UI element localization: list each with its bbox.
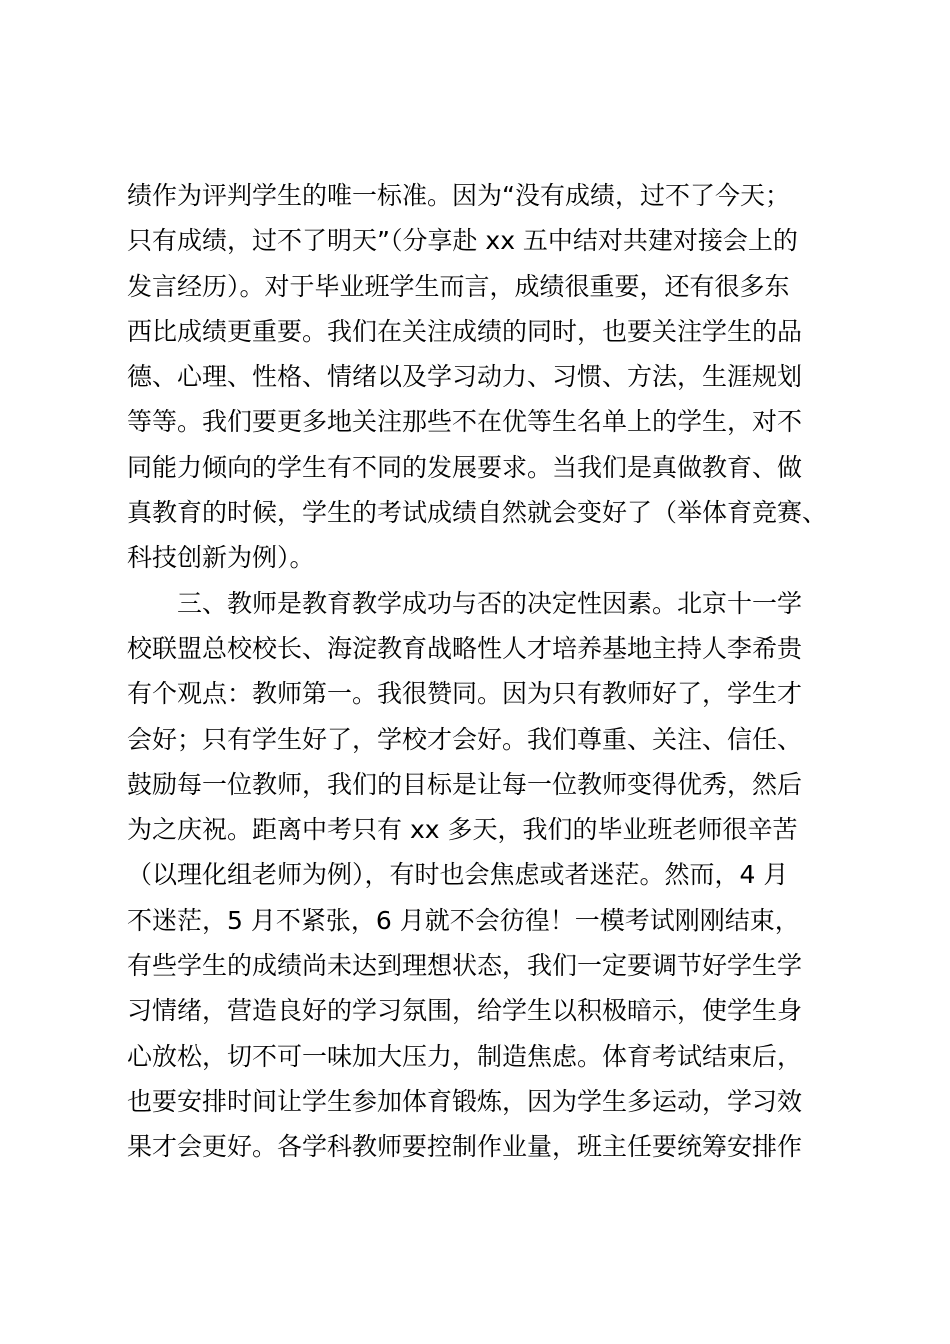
text-line: 科技创新为例）。 — [127, 543, 315, 573]
text-line: 习情绪，营造良好的学习氛围，给学生以积极暗示，使学生身 — [127, 996, 803, 1026]
section-heading-line: 三、教师是教育教学成功与否的决定性因素。北京十一学 — [177, 588, 803, 618]
text-line: 有些学生的成绩尚未达到理想状态，我们一定要调节好学生学 — [127, 951, 803, 981]
text-line: 鼓励每一位教师，我们的目标是让每一位教师变得优秀，然后 — [127, 769, 803, 799]
text-line: 也要安排时间让学生参加体育锻炼，因为学生多运动，学习效 — [127, 1086, 803, 1116]
text-line: 果才会更好。各学科教师要控制作业量，班主任要统筹安排作 — [127, 1132, 803, 1162]
text-line: 等等。我们要更多地关注那些不在优等生名单上的学生，对不 — [127, 407, 803, 437]
text-line: 只有成绩，过不了明天”（分享赴 xx 五中结对共建对接会上的 — [127, 226, 798, 256]
text-line: 真教育的时候，学生的考试成绩自然就会变好了（举体育竞赛、 — [127, 498, 828, 528]
text-line: 绩作为评判学生的唯一标准。因为“没有成绩，过不了今天； — [127, 181, 790, 210]
text-line: 同能力倾向的学生有不同的发展要求。当我们是真做教育、做 — [127, 452, 803, 482]
text-line: 德、心理、性格、情绪以及学习动力、习惯、方法，生涯规划 — [127, 362, 803, 392]
text-line: 西比成绩更重要。我们在关注成绩的同时，也要关注学生的品 — [127, 316, 803, 346]
text-line: 不迷茫，5 月不紧张，6 月就不会彷徨！一模考试刚刚结束， — [127, 905, 800, 935]
text-line: 为之庆祝。距离中考只有 xx 多天，我们的毕业班老师很辛苦 — [127, 815, 798, 845]
text-line: （以理化组老师为例），有时也会焦虑或者迷茫。然而，4 月 — [127, 860, 789, 890]
text-line: 会好；只有学生好了，学校才会好。我们尊重、关注、信任、 — [127, 724, 803, 754]
text-line: 有个观点：教师第一。我很赞同。因为只有教师好了，学生才 — [127, 679, 803, 709]
text-line: 发言经历）。对于毕业班学生而言，成绩很重要，还有很多东 — [127, 271, 790, 301]
text-line: 心放松，切不可一味加大压力，制造焦虑。体育考试结束后， — [127, 1041, 803, 1071]
text-line: 校联盟总校校长、海淀教育战略性人才培养基地主持人李希贵 — [127, 633, 803, 663]
body-text — [127, 173, 857, 1170]
